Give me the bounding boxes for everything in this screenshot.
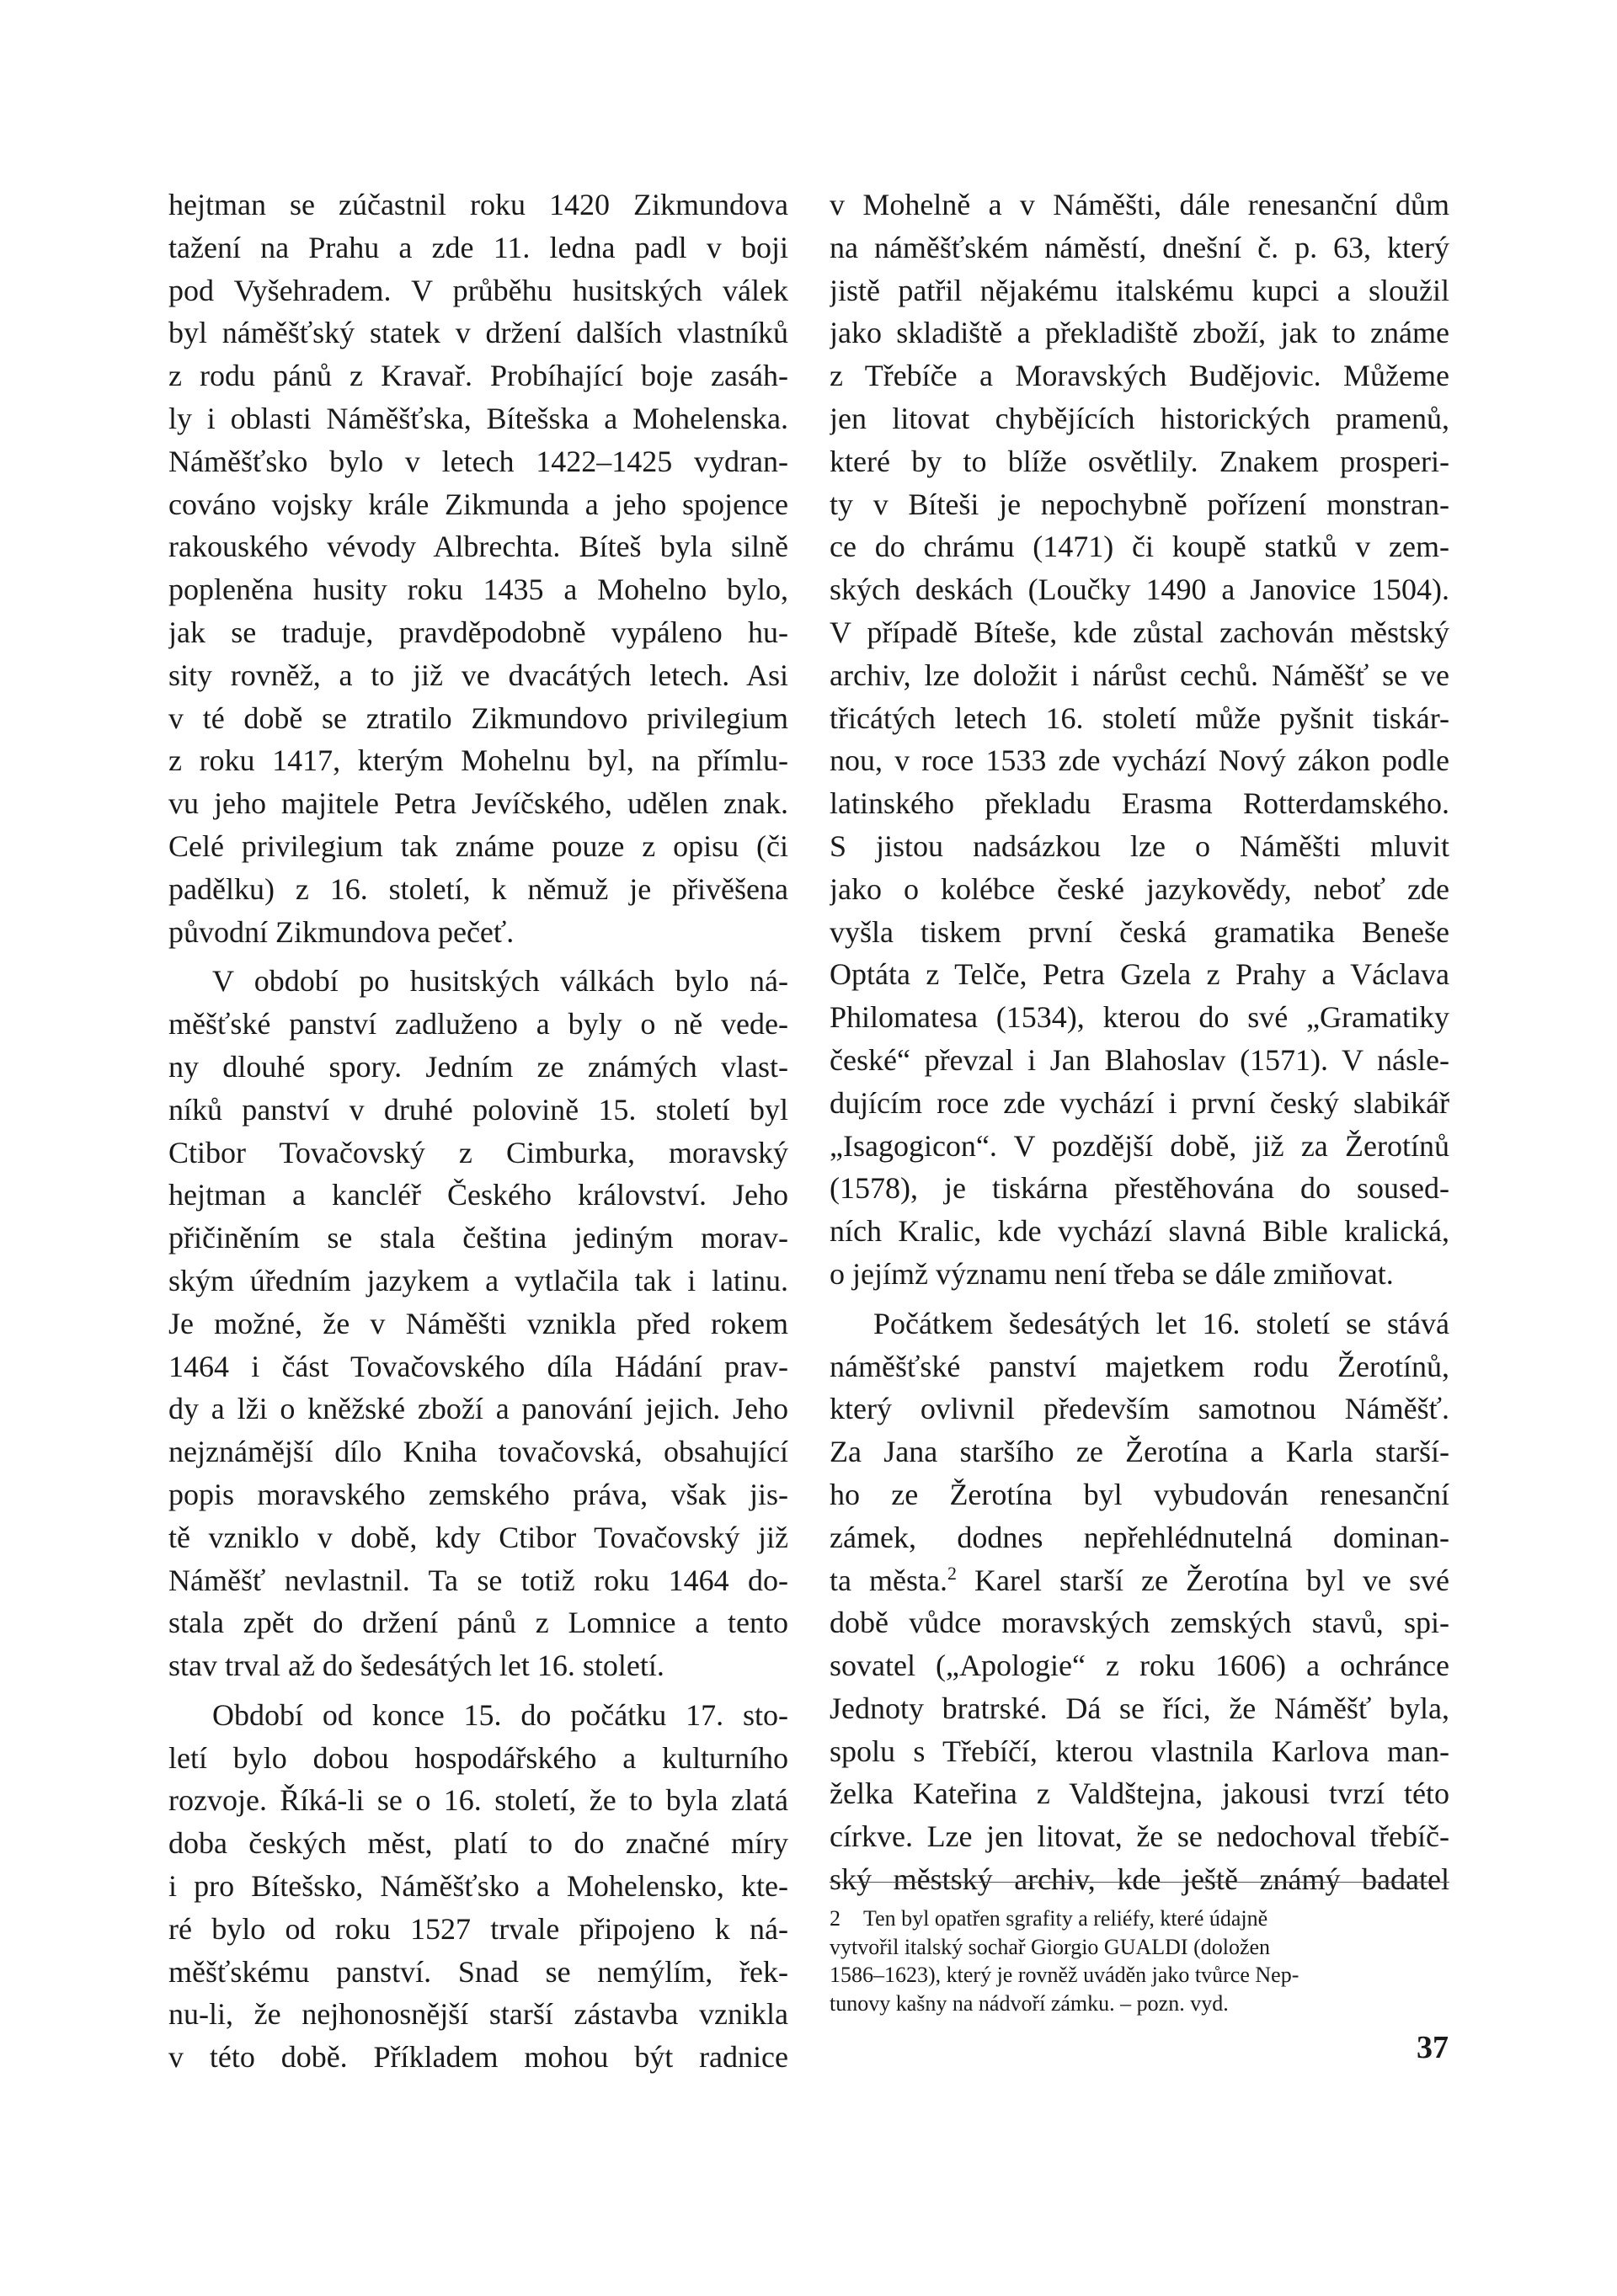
text-line: Optáta z Telče, Petra Gzela z Prahy a Václava — [830, 957, 1449, 992]
text-line: stala zpět do držení pánů z Lomnice a tento — [168, 1606, 788, 1640]
text-line: jako skladiště a překladiště zboží, jak to známe — [830, 316, 1449, 350]
text-line: z rodu pánů z Kravař. Probíhající boje zasáh- — [168, 359, 788, 393]
text-line: 1464 i část Tovačovského díla Hádání prav- — [168, 1349, 788, 1383]
text-line: na náměšťském náměstí, dnešní č. p. 63, který — [830, 230, 1449, 264]
text-line: sity rovněž, a to již ve dvacátých letech. Asi — [168, 658, 788, 692]
text-line: nou, v roce 1533 zde vychází Nový zákon podle — [830, 743, 1449, 778]
text-line: i pro Bítešsko, Náměšťsko a Mohelensko, kte- — [168, 1869, 788, 1904]
text-line: vyšla tiskem první česká gramatika Beneše — [830, 914, 1449, 949]
text-line: třicátých letech 16. století může pyšnit tiskár- — [830, 701, 1449, 735]
text-line: církve. Lze jen litovat, že se nedochoval třebíč- — [830, 1819, 1449, 1854]
text-line: ho ze Žerotína byl vybudován renesanční — [830, 1477, 1449, 1511]
text-line: v Mohelně a v Náměšti, dále renesanční dům — [830, 188, 1449, 221]
text-line: v té době se ztratilo Zikmundovo privilegium — [168, 701, 788, 735]
text-line: v této době. Příkladem mohou být radnice — [168, 2040, 788, 2075]
text-line: ský městský archiv, kde ještě známý badatel — [830, 1862, 1449, 1897]
text-line: archiv, lze doložit i nárůst cechů. Náměšť se ve — [830, 658, 1449, 692]
text-line: (1578), je tiskárna přestěhována do soused- — [830, 1171, 1449, 1206]
footnote-reference[interactable]: 2 — [947, 1562, 957, 1584]
text-line: Za Jana staršího ze Žerotína a Karla starší- — [830, 1435, 1449, 1469]
text-line: ly i oblasti Náměšťska, Bítešska a Mohelenska. — [168, 401, 788, 435]
text-line: ským úředním jazykem a vytlačila tak i latinu. — [168, 1263, 788, 1297]
text-line: Ctibor Tovačovský z Cimburka, moravský — [168, 1135, 788, 1169]
text-line: z Třebíče a Moravských Budějovic. Můžeme — [830, 359, 1449, 393]
text-line: ré bylo od roku 1527 trvale připojeno k ná- — [168, 1911, 788, 1946]
text-line: popleněna husity roku 1435 a Mohelno bylo, — [168, 573, 788, 607]
text-line: české“ převzal i Jan Blahoslav (1571). V násle- — [830, 1042, 1449, 1077]
text-line: jako o kolébce české jazykovědy, neboť zde — [830, 871, 1449, 906]
footnote-line: 1586–1623), který je rovněž uváděn jako tvůrce Nep- — [830, 1963, 1299, 1987]
text-line: želka Kateřina z Valdštejna, jakousi tvrzí této — [830, 1777, 1449, 1811]
footnote-divider — [830, 1882, 1449, 1883]
text-line: doba českých měst, platí to do značné míry — [168, 1826, 788, 1861]
footnote-line — [830, 1904, 1449, 1933]
text-line: které by to blíže osvětlily. Znakem prosperi- — [830, 444, 1449, 478]
text-line: Celé privilegium tak známe pouze z opisu (či — [168, 828, 788, 863]
left-text-column — [168, 184, 788, 2079]
text-line: nejznámější dílo Kniha tovačovská, obsahující — [168, 1435, 788, 1469]
text-line: níků panství v druhé polovině 15. století byl — [168, 1092, 788, 1127]
text-line: rakouského vévody Albrechta. Bíteš byla silně — [168, 530, 788, 564]
paragraph-start-line: Období od konce 15. do počátku 17. sto- — [212, 1697, 788, 1732]
text-line: náměšťské panství majetkem rodu Žerotínů, — [830, 1349, 1449, 1383]
footnote — [830, 1904, 1449, 2017]
text-line: letí bylo dobou hospodářského a kulturního — [168, 1740, 788, 1775]
text-line: o jejímž významu není třeba se dále zmiňovat. — [830, 1256, 1394, 1291]
text-line: dujícím roce zde vychází i první český slabikář — [830, 1085, 1449, 1120]
text-line: měšťské panství zadluženo a byly o ně vede- — [168, 1007, 788, 1041]
text-line: původní Zikmundova pečeť. — [168, 914, 515, 949]
text-line: ních Kralic, kde vychází slavná Bible kralická, — [830, 1214, 1449, 1249]
text-line: jen litovat chybějících historických pramenů, — [830, 401, 1449, 435]
text-line: latinského překladu Erasma Rotterdamského. — [830, 786, 1449, 821]
text-line: dy a lži o kněžské zboží a panování jejich. Jeho — [168, 1392, 788, 1426]
text-line: stav trval až do šedesátých let 16. století. — [168, 1649, 664, 1683]
text-line: popis moravského zemského práva, však jis- — [168, 1477, 788, 1511]
text-line: tažení na Prahu a zde 11. ledna padl v boji — [168, 230, 788, 264]
text-line: jistě patřil nějakému italskému kupci a sloužil — [830, 273, 1449, 307]
text-line: Philomatesa (1534), kterou do své „Gramatiky — [830, 1000, 1449, 1035]
text-line: V případě Bíteše, kde zůstal zachován městský — [830, 615, 1449, 649]
text-line: „Isagogicon“. V pozdější době, již za Žerotínů — [830, 1128, 1449, 1163]
text-line: zámek, dodnes nepřehlédnutelná dominan- — [830, 1520, 1449, 1554]
footnote-line: vytvořil italský sochař Giorgio GUALDI (doložen — [830, 1934, 1271, 1959]
text-line: padělku) z 16. století, k němuž je přivěšena — [168, 871, 788, 906]
text-line: S jistou nadsázkou lze o Náměšti mluvit — [830, 828, 1449, 863]
text-line: Jednoty bratrské. Dá se říci, že Náměšť byla, — [830, 1691, 1449, 1725]
text-line: přičiněním se stala čeština jediným morav- — [168, 1221, 788, 1255]
text-span: Karel starší ze Žerotína byl ve své — [974, 1563, 1449, 1597]
text-line-with-footnote — [830, 1559, 1449, 1602]
text-line: době vůdce moravských zemských stavů, spi- — [830, 1606, 1449, 1640]
text-line: byl náměšťský statek v držení dalších vlastníků — [168, 316, 788, 350]
text-line: z roku 1417, kterým Mohelnu byl, na přímlu- — [168, 743, 788, 778]
text-line: ty v Bíteši je nepochybně pořízení monstran- — [830, 487, 1449, 521]
text-line: ce do chrámu (1471) či koupě statků v zem- — [830, 530, 1449, 564]
text-line: nu-li, že nejhonosnější starší zástavba vznikla — [168, 1997, 788, 2032]
text-line: hejtman se zúčastnil roku 1420 Zikmundova — [168, 188, 788, 221]
text-line: tě vzniklo v době, kdy Ctibor Tovačovský již — [168, 1520, 788, 1554]
text-line: hejtman a kancléř Českého království. Jeho — [168, 1178, 788, 1212]
text-line: cováno vojsky krále Zikmunda a jeho spojence — [168, 487, 788, 521]
footnote-line: tunovy kašny na nádvoří zámku. – pozn. vyd. — [830, 1990, 1229, 2016]
text-line: sovatel („Apologie“ z roku 1606) a ochránce — [830, 1649, 1449, 1683]
footnote-text: Ten byl opatřen sgrafity a reliéfy, které údajně — [863, 1906, 1268, 1931]
text-line: vu jeho majitele Petra Jevíčského, udělen znak. — [168, 786, 788, 821]
paragraph-start-line: V období po husitských válkách bylo ná- — [212, 964, 788, 999]
text-line: jak se traduje, pravděpodobně vypáleno hu- — [168, 615, 788, 649]
text-line: pod Vyšehradem. V průběhu husitských válek — [168, 273, 788, 307]
text-line: Náměšť nevlastnil. Ta se totiž roku 1464 do- — [168, 1563, 788, 1597]
text-line: který ovlivnil především samotnou Náměšť. — [830, 1392, 1449, 1426]
text-line: spolu s Třebíčí, kterou vlastnila Karlova man- — [830, 1734, 1449, 1768]
text-span: ta města. — [830, 1563, 947, 1597]
text-line: rozvoje. Říká-li se o 16. století, že to byla zlatá — [168, 1783, 788, 1818]
text-line: měšťskému panství. Snad se nemýlím, řek- — [168, 1954, 788, 1989]
text-line: ských deskách (Loučky 1490 a Janovice 1504). — [830, 573, 1449, 607]
text-line: ny dlouhé spory. Jedním ze známých vlast- — [168, 1049, 788, 1084]
right-text-column — [830, 184, 1449, 1901]
page-number: 37 — [1417, 2030, 1449, 2065]
paragraph-start-line: Počátkem šedesátých let 16. století se stává — [873, 1306, 1449, 1340]
text-line: Náměšťsko bylo v letech 1422–1425 vydran- — [168, 444, 788, 478]
footnote-number: 2 — [830, 1906, 841, 1931]
text-line: Je možné, že v Náměšti vznikla před rokem — [168, 1306, 788, 1340]
